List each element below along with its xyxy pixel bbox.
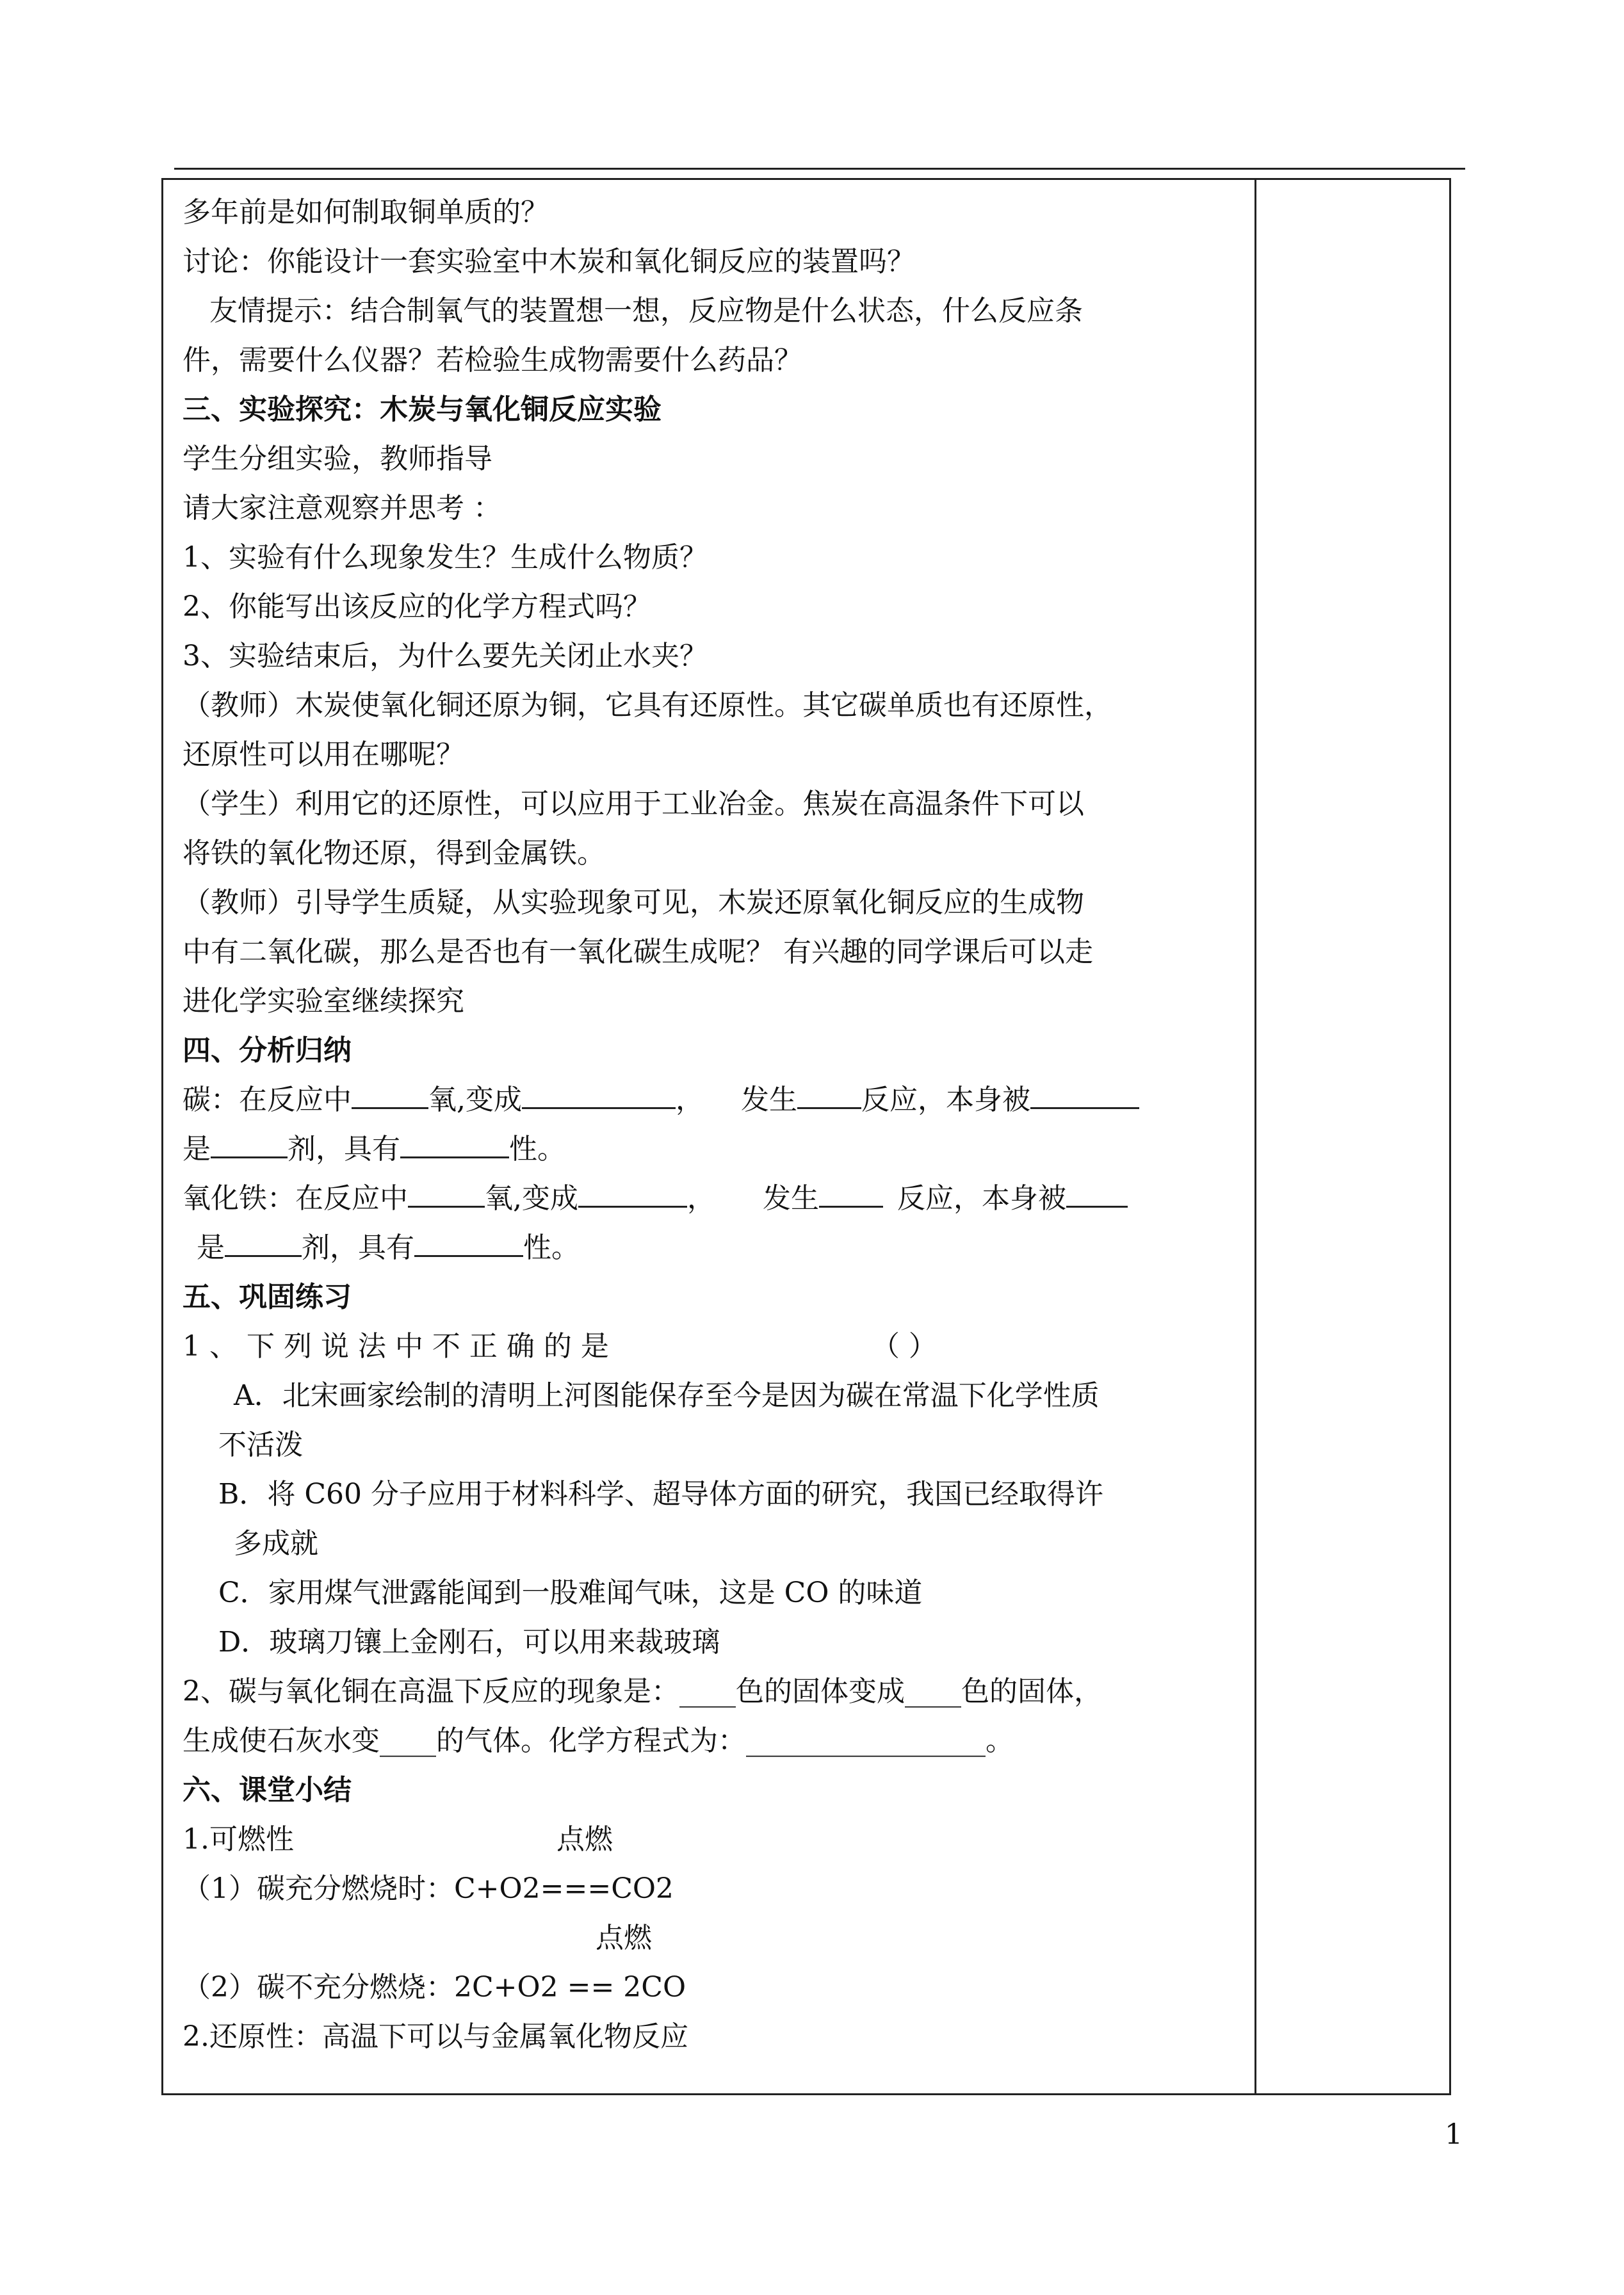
question-line: 2、你能写出该反应的化学方程式吗？ <box>183 590 651 623</box>
option-a: A．北宋画家绘制的清明上河图能保存至今是因为碳在常温下化学性质 <box>234 1379 1100 1412</box>
text-line: （教师）引导学生质疑，从实验现象可见，木炭还原氧化铜反应的生成物 <box>183 886 1084 919</box>
section-heading: 四、分析归纳 <box>183 1034 352 1067</box>
text-line: 友情提示：结合制氧气的装置想一想，反应物是什么状态，什么反应条 <box>209 295 1083 327</box>
text: 碳：在反应中 <box>183 1083 352 1116</box>
answer-blank[interactable] <box>400 1131 509 1158</box>
text: 剂，具有 <box>302 1231 414 1264</box>
text: 反应，本身被 <box>897 1182 1066 1215</box>
equation-line: （1）碳充分燃烧时：C+O2===CO2 <box>183 1872 674 1905</box>
question-2-continued: 生成使石灰水变____的气体。化学方程式为：_________________。 <box>183 1724 1014 1757</box>
text: 发生 <box>763 1182 819 1215</box>
answer-blank[interactable] <box>1066 1180 1128 1208</box>
text-line: 将铁的氧化物还原，得到金属铁。 <box>183 837 605 870</box>
answer-blank[interactable] <box>1030 1082 1139 1109</box>
text: 反应，本身被 <box>861 1083 1030 1116</box>
column-divider <box>1255 180 1256 2093</box>
text: 1.可燃性 <box>183 1823 294 1856</box>
answer-blank[interactable] <box>408 1180 485 1208</box>
text: 剂，具有 <box>288 1133 400 1165</box>
option-d: D．玻璃刀镶上金刚石，可以用来裁玻璃 <box>218 1626 720 1658</box>
text: 氧,变成 <box>485 1182 578 1215</box>
option-b: B．将 C60 分子应用于材料科学、超导体方面的研究，我国已经取得许 <box>218 1478 1103 1511</box>
fill-in-line-iron-oxide <box>183 1174 1246 1223</box>
text: 发生 <box>741 1083 797 1116</box>
text-line: 学生分组实验，教师指导 <box>183 442 492 475</box>
text: 性。 <box>509 1133 565 1165</box>
text: 氧化铁：在反应中 <box>183 1182 408 1215</box>
lesson-content <box>183 188 1246 2061</box>
option-a-continued: 不活泼 <box>218 1429 303 1461</box>
answer-blank[interactable] <box>211 1131 288 1158</box>
answer-blank[interactable] <box>352 1082 428 1109</box>
fill-in-line-iron-oxide <box>183 1223 1246 1272</box>
answer-blank[interactable] <box>819 1180 883 1208</box>
page-number: 1 <box>1445 2118 1463 2151</box>
answer-blank[interactable] <box>797 1082 861 1109</box>
fill-in-line-carbon <box>183 1075 1246 1124</box>
text-line: （教师）木炭使氧化铜还原为铜，它具有还原性。其它碳单质也有还原性， <box>183 689 1112 722</box>
question-stem: 1 、 下 列 说 法 中 不 正 确 的 是 <box>183 1330 609 1363</box>
text: 是 <box>197 1231 225 1264</box>
text-line: 讨论：你能设计一套实验室中木炭和氧化铜反应的装置吗？ <box>183 245 915 278</box>
text: 氧,变成 <box>428 1083 522 1116</box>
answer-parentheses[interactable]: （ ） <box>871 1330 937 1363</box>
header-rule <box>174 168 1465 170</box>
answer-blank[interactable] <box>414 1229 523 1257</box>
summary-line <box>183 1815 1246 1864</box>
equation-line: （2）碳不充分燃烧：2C+O2 == 2CO <box>183 1971 686 2004</box>
reaction-condition-label: 点燃 <box>596 1922 652 1954</box>
condition-line <box>183 1913 1246 1963</box>
reaction-condition-label: 点燃 <box>556 1823 613 1856</box>
option-b-continued: 多成就 <box>234 1527 318 1560</box>
option-c: C．家用煤气泄露能闻到一股难闻气味，这是 CO 的味道 <box>218 1577 923 1609</box>
text-line: 还原性可以用在哪呢？ <box>183 738 464 771</box>
text-line: 请大家注意观察并思考 ： <box>183 492 501 524</box>
text-line: 多年前是如何制取铜单质的？ <box>183 196 549 229</box>
section-heading: 五、巩固练习 <box>183 1281 352 1313</box>
question-1 <box>183 1322 1246 1371</box>
text: 是 <box>183 1133 211 1165</box>
text-line: （学生）利用它的还原性，可以应用于工业冶金。焦炭在高温条件下可以 <box>183 788 1084 820</box>
lesson-table <box>161 178 1451 2095</box>
answer-blank[interactable] <box>225 1229 302 1257</box>
text-line: 进化学实验室继续探究 <box>183 985 464 1018</box>
text: 性。 <box>523 1231 580 1264</box>
summary-line: 2.还原性：高温下可以与金属氧化物反应 <box>183 2020 688 2053</box>
answer-blank[interactable] <box>522 1082 676 1109</box>
question-line: 3、实验结束后，为什么要先关闭止水夹？ <box>183 640 708 672</box>
question-line: 1、实验有什么现象发生？生成什么物质？ <box>183 541 708 574</box>
text: ， <box>687 1182 715 1215</box>
section-heading: 六、课堂小结 <box>183 1774 352 1806</box>
text: ， <box>676 1083 704 1116</box>
text-line: 件，需要什么仪器？若检验生成物需要什么药品？ <box>183 344 802 377</box>
section-heading: 三、实验探究：木炭与氧化铜反应实验 <box>183 393 662 426</box>
fill-in-line-carbon <box>183 1124 1246 1174</box>
question-2: 2、碳与氧化铜在高温下反应的现象是：____色的固体变成____色的固体， <box>183 1675 1102 1708</box>
text-line: 中有二氧化碳，那么是否也有一氧化碳生成呢？ 有兴趣的同学课后可以走 <box>183 936 1093 968</box>
answer-blank[interactable] <box>578 1180 687 1208</box>
